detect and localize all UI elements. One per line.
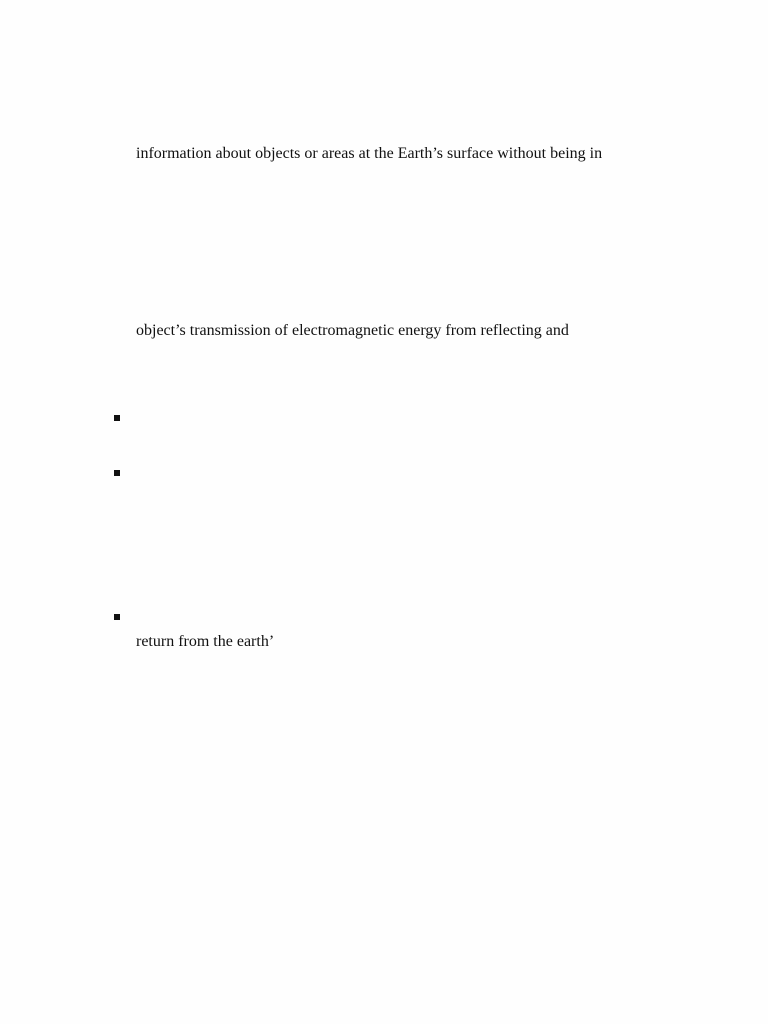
square-bullet-icon — [114, 415, 120, 421]
square-bullet-icon — [114, 614, 120, 620]
text-line-information: information about objects or areas at the Earth’s surface without being in — [136, 145, 603, 162]
square-bullet-icon — [114, 470, 120, 476]
text-line-return: return from the earth’ — [136, 633, 275, 650]
text-line-transmission: object’s transmission of electromagnetic energy from reflecting and — [136, 322, 569, 339]
